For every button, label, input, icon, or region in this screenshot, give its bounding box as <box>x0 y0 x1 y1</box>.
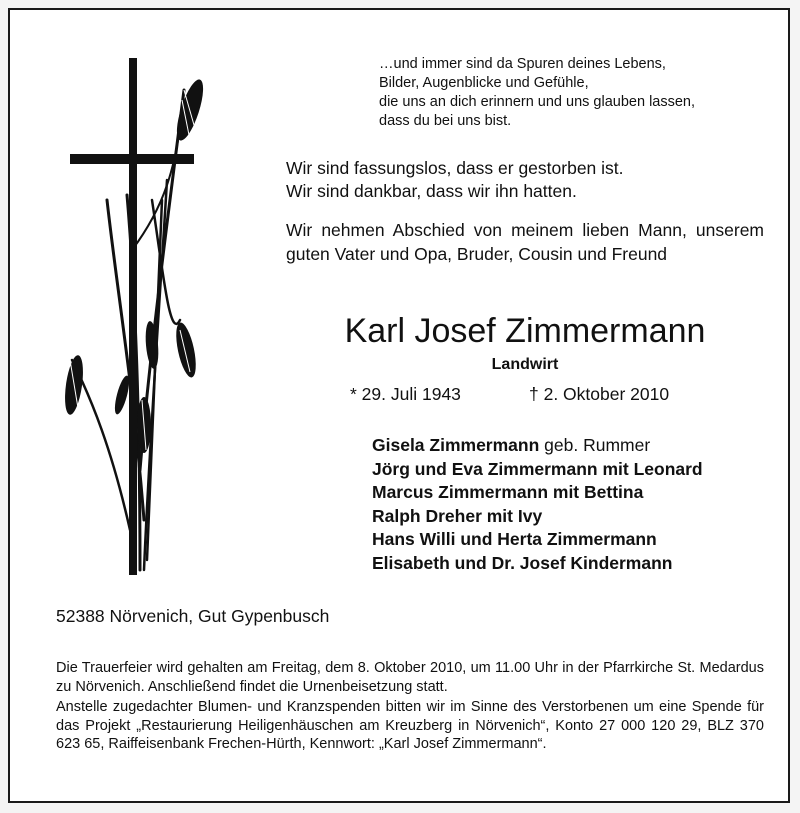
mourner-item: Marcus Zimmermann mit Bettina <box>372 482 644 502</box>
mourner-name: Gisela Zimmermann <box>372 435 540 455</box>
poem <box>379 55 779 131</box>
funeral-notice: Die Trauerfeier wird gehalten am Freitag, dem 8. Oktober 2010, um 11.00 Uhr in der Pfarrkirche St. Medardus zu Nörvenich. Anschließend findet die Urnenbeisetzung statt. <box>56 660 764 695</box>
mourner-item: Hans Willi und Herta Zimmermann <box>372 529 657 549</box>
birth-date: * 29. Juli 1943 <box>350 384 461 404</box>
mourner-item: Elisabeth und Dr. Josef Kindermann <box>372 552 673 573</box>
donation-notice: Anstelle zugedachter Blumen- und Kranzspenden bitten wir im Sinne des Verstorbenen um eine Spende für das Projekt „Restaurierung Heiligenhäuschen am Kreuzberg in Nörvenich“, Konto 27 000 120 29, BLZ 370 623 65, Raiffeisenbank Frechen-Hürth, Kennwort: „Karl Josef Zimmermann“. <box>56 699 764 752</box>
poem-line: …und immer sind da Spuren deines Lebens, <box>379 56 666 72</box>
mourner-item <box>372 434 792 458</box>
mourner-item: Ralph Dreher mit Ivy <box>372 505 543 526</box>
deceased-name: Karl Josef Zimmermann <box>344 312 706 350</box>
mourners-list <box>372 434 792 575</box>
cross-with-wheat-icon <box>52 50 212 575</box>
obituary-notice <box>8 8 790 803</box>
mourner-suffix: geb. Rummer <box>539 435 651 455</box>
lead-line: Wir sind dankbar, dass wir ihn hatten. <box>286 181 577 201</box>
poem-line: dass du bei uns bist. <box>379 113 512 129</box>
address: 52388 Nörvenich, Gut Gypenbusch <box>56 606 330 626</box>
poem-line: Bilder, Augenblicke und Gefühle, <box>379 75 589 91</box>
death-date: † 2. Oktober 2010 <box>529 384 670 404</box>
deceased-profession: Landwirt <box>491 356 559 373</box>
lead-text <box>286 157 764 203</box>
farewell-text: Wir nehmen Abschied von meinem lieben Mann, unserem guten Vater und Opa, Bruder, Cousin und Freund <box>286 220 764 264</box>
mourner-item: Jörg und Eva Zimmermann mit Leonard <box>372 458 703 479</box>
poem-line: die uns an dich erinnern und uns glauben lassen, <box>379 94 696 110</box>
lead-line: Wir sind fassungslos, dass er gestorben ist. <box>286 158 624 178</box>
